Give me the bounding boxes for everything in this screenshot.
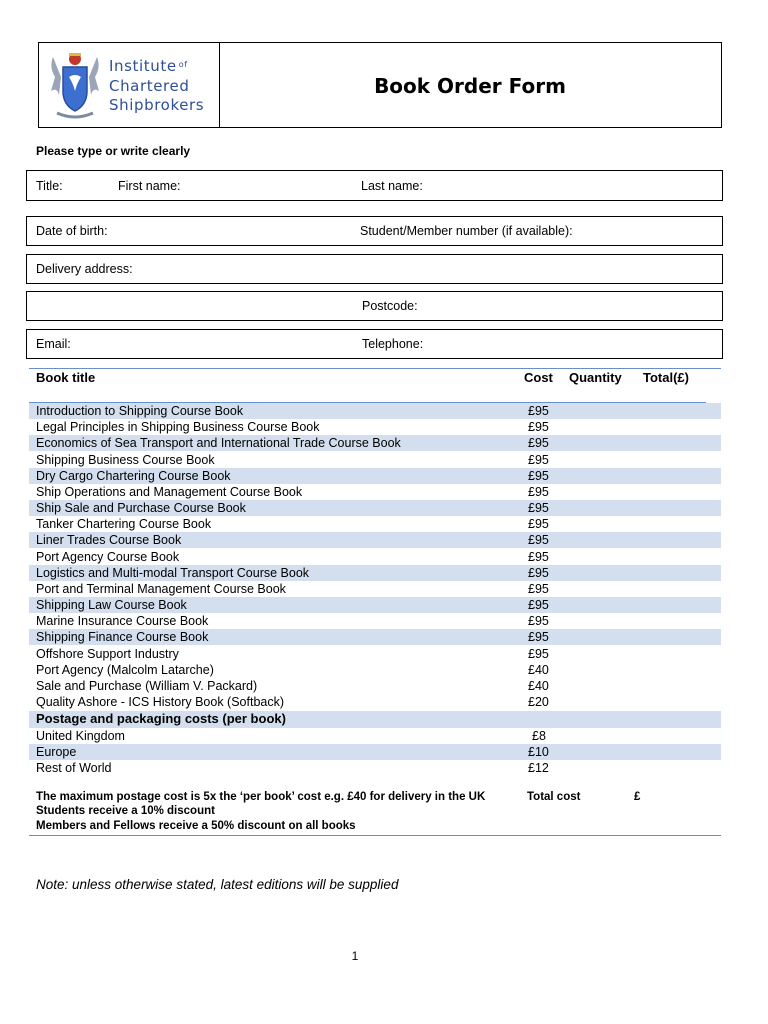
postage-note: The maximum postage cost is 5x the ‘per book’ cost e.g. £40 for delivery in the UK <box>36 791 486 803</box>
book-cost: £95 <box>528 469 549 483</box>
form-title: Book Order Form <box>374 74 566 98</box>
dob-field-row[interactable] <box>26 216 723 246</box>
instruction-text: Please type or write clearly <box>36 144 191 158</box>
book-title: Introduction to Shipping Course Book <box>36 404 244 418</box>
table-row[interactable] <box>29 484 721 500</box>
total-cost-value[interactable]: £ <box>634 791 641 803</box>
book-cost: £95 <box>528 533 549 547</box>
col-header-book-title: Book title <box>36 370 96 385</box>
table-row[interactable] <box>29 728 721 744</box>
table-row[interactable] <box>29 581 721 597</box>
contact-field-row[interactable] <box>26 329 723 359</box>
table-row[interactable] <box>29 662 721 678</box>
book-title: Offshore Support Industry <box>36 647 179 661</box>
table-row[interactable] <box>29 629 721 645</box>
col-header-quantity: Quantity <box>569 370 622 385</box>
postcode-field-row[interactable] <box>26 291 723 321</box>
postcode-label: Postcode: <box>362 299 418 313</box>
table-row[interactable] <box>29 532 721 548</box>
book-title: Sale and Purchase (William V. Packard) <box>36 679 258 693</box>
book-title: Port Agency (Malcolm Latarche) <box>36 663 214 677</box>
table-row[interactable] <box>29 452 721 468</box>
form-header <box>38 42 722 128</box>
table-row[interactable] <box>29 500 721 516</box>
first-name-label: First name: <box>118 178 181 193</box>
book-cost: £95 <box>528 566 549 580</box>
table-row[interactable] <box>29 744 721 760</box>
table-row[interactable] <box>29 549 721 565</box>
logo-line-institute: Institute <box>109 57 177 75</box>
table-row[interactable] <box>29 597 721 613</box>
table-row[interactable] <box>29 419 721 435</box>
table-bottom-rule <box>29 835 721 836</box>
postage-region: United Kingdom <box>36 729 125 743</box>
name-field-row[interactable] <box>26 170 723 201</box>
book-cost: £95 <box>528 582 549 596</box>
book-title: Shipping Business Course Book <box>36 453 215 467</box>
book-title: Logistics and Multi-modal Transport Course Book <box>36 566 310 580</box>
logo-line-chartered: Chartered <box>109 77 190 95</box>
postage-section-heading-row <box>29 711 721 728</box>
delivery-address-label: Delivery address: <box>36 262 133 276</box>
ics-logo <box>47 47 213 123</box>
dob-label: Date of birth: <box>36 224 108 238</box>
telephone-label: Telephone: <box>362 337 424 351</box>
book-cost: £95 <box>528 550 549 564</box>
book-title: Ship Operations and Management Course Book <box>36 485 303 499</box>
postage-cost: £8 <box>532 729 546 743</box>
book-title: Ship Sale and Purchase Course Book <box>36 501 246 515</box>
book-title: Shipping Finance Course Book <box>36 630 209 644</box>
last-name-label: Last name: <box>361 178 423 193</box>
book-cost: £95 <box>528 598 549 612</box>
table-row[interactable] <box>29 435 721 451</box>
book-title: Quality Ashore - ICS History Book (Softback) <box>36 695 285 709</box>
book-cost: £95 <box>528 517 549 531</box>
form-title-cell <box>219 43 721 129</box>
book-cost: £95 <box>528 647 549 661</box>
title-label: Title: <box>36 178 63 193</box>
email-label: Email: <box>36 337 71 351</box>
book-title: Port and Terminal Management Course Book <box>36 582 286 596</box>
member-discount-note: Members and Fellows receive a 50% discount on all books <box>36 820 356 832</box>
book-cost: £95 <box>528 501 549 515</box>
book-cost: £40 <box>528 679 549 693</box>
table-row[interactable] <box>29 613 721 629</box>
logo-line-shipbrokers: Shipbrokers <box>109 96 205 114</box>
book-title: Port Agency Course Book <box>36 550 180 564</box>
book-cost: £95 <box>528 404 549 418</box>
table-row[interactable] <box>29 694 721 710</box>
book-title: Dry Cargo Chartering Course Book <box>36 469 231 483</box>
postage-region: Rest of World <box>36 761 112 775</box>
table-row[interactable] <box>29 760 721 776</box>
logo-line-of: of <box>178 60 188 69</box>
total-cost-label: Total cost <box>527 791 581 803</box>
crest-icon <box>47 47 103 123</box>
book-cost: £95 <box>528 630 549 644</box>
page-number: 1 <box>351 949 359 963</box>
book-title: Liner Trades Course Book <box>36 533 182 547</box>
book-title: Legal Principles in Shipping Business Course Book <box>36 420 320 434</box>
table-row[interactable] <box>29 565 721 581</box>
table-row[interactable] <box>29 678 721 694</box>
postage-region: Europe <box>36 745 77 759</box>
book-cost: £95 <box>528 420 549 434</box>
book-cost: £95 <box>528 485 549 499</box>
book-title: Marine Insurance Course Book <box>36 614 209 628</box>
postage-cost: £12 <box>528 761 549 775</box>
delivery-address-field[interactable] <box>26 254 723 284</box>
table-row[interactable] <box>29 516 721 532</box>
col-header-total: Total(£) <box>643 370 689 385</box>
book-title: Shipping Law Course Book <box>36 598 187 612</box>
book-title: Tanker Chartering Course Book <box>36 517 212 531</box>
book-cost: £95 <box>528 436 549 450</box>
book-cost: £95 <box>528 453 549 467</box>
book-cost: £40 <box>528 663 549 677</box>
editions-note: Note: unless otherwise stated, latest editions will be supplied <box>36 877 399 892</box>
member-number-label: Student/Member number (if available): <box>360 224 573 238</box>
table-row[interactable] <box>29 646 721 662</box>
postage-heading: Postage and packaging costs (per book) <box>36 711 286 726</box>
col-header-cost: Cost <box>524 370 553 385</box>
table-top-rule <box>29 368 721 369</box>
logo-wordmark <box>109 55 204 115</box>
table-row[interactable] <box>29 403 721 419</box>
student-discount-note: Students receive a 10% discount <box>36 805 215 817</box>
postage-cost: £10 <box>528 745 549 759</box>
table-row[interactable] <box>29 468 721 484</box>
book-title: Economics of Sea Transport and International Trade Course Book <box>36 436 401 450</box>
book-cost: £95 <box>528 614 549 628</box>
book-cost: £20 <box>528 695 549 709</box>
